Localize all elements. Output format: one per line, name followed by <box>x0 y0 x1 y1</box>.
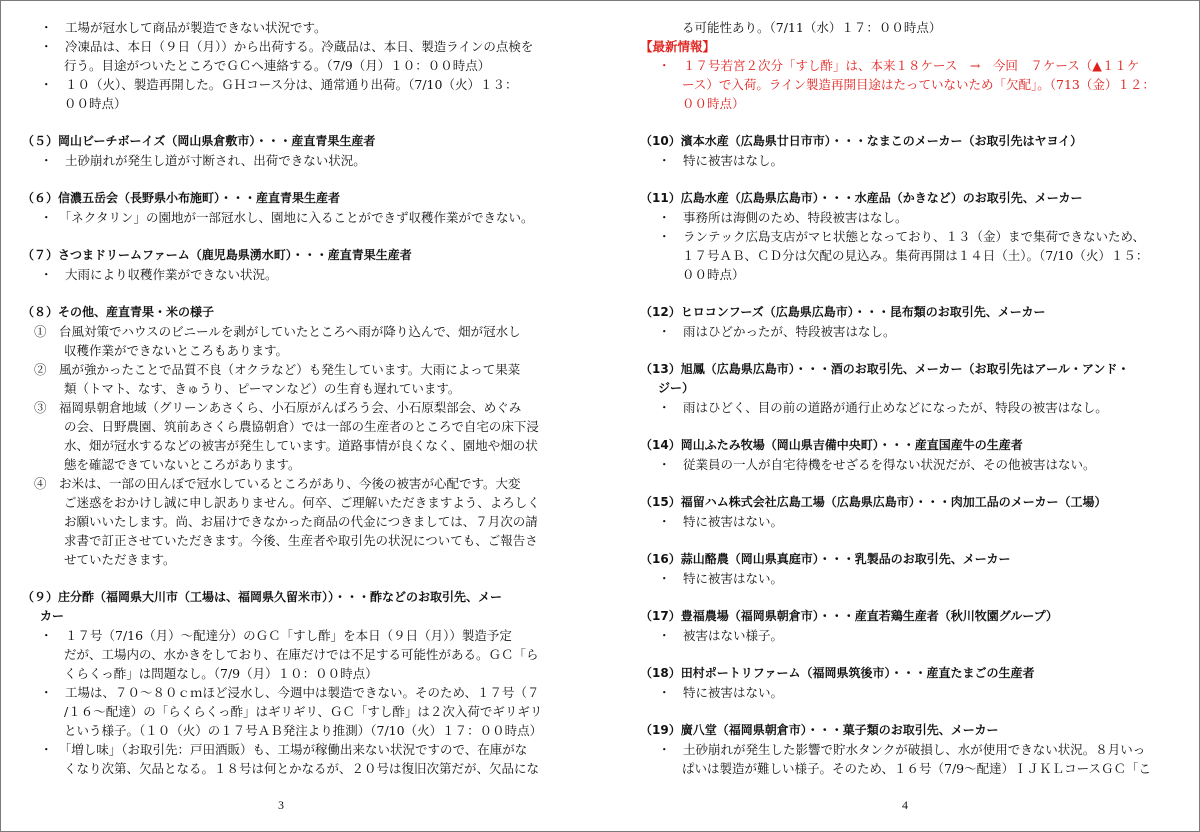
spacer <box>640 702 1180 721</box>
bullet-item: ・ 冷凍品は、本日（９日（月））から出荷する。冷蔵品は、本日、製造ラインの点検を <box>40 39 534 54</box>
continuation-line: ００時点） <box>682 267 745 282</box>
spacer <box>22 227 562 246</box>
numbered-item: ④ お米は、一部の田んぼで冠水しているところがあり、今後の被害が心配です。大変 <box>34 476 521 491</box>
page-number-right: 4 <box>902 798 908 812</box>
continuation-line: 態を確認できていないところがあります。 <box>64 457 301 472</box>
section-heading: （５）岡山ビーチボーイズ（岡山県倉敷市）・・・産直青果生産者 <box>22 134 376 148</box>
continuation-line: ご迷惑をおかけし誠に申し訳ありません。何卒、ご理解いただきますよう、よろしく <box>64 495 540 510</box>
spacer <box>22 113 562 132</box>
bullet-item: ・ 特に被害はない。 <box>658 571 784 586</box>
continuation-line: ００時点） <box>64 96 127 111</box>
continuation-line: くらくっ酢」は問題なし。（7/9（月）１０：００時点） <box>64 666 378 681</box>
section-heading: （17）豊福農場（福岡県朝倉市）・・・産直若鶏生産者（秋川牧園グループ） <box>640 609 1058 623</box>
continuation-line: の会、日野農園、筑前あさくら農協朝倉）では一部の生産者のところで自宅の床下浸 <box>64 419 539 434</box>
continuation-line: ００時点） <box>682 96 745 111</box>
bullet-item: ・ 工場が冠水して商品が製造できない状況です。 <box>40 20 327 35</box>
page-left <box>22 0 562 832</box>
section-heading: （11）広島水産（広島県広島市）・・・水産品（かきなど）のお取引先、メーカー <box>640 191 1083 205</box>
spacer <box>22 569 562 588</box>
bullet-item: ・ 「増し味」（お取引先：戸田酒販）も、工場が稼働出来ない状況ですので、在庫がな <box>40 742 528 757</box>
bullet-item: ・ 特に被害はない。 <box>658 514 784 529</box>
spacer <box>640 284 1180 303</box>
spacer <box>640 113 1180 132</box>
bullet-item: ・ 「ネクタリン」の園地が一部冠水し、園地に入ることができず収穫作業ができない。 <box>40 210 534 225</box>
section-heading: （14）岡山ふたみ牧場（岡山県吉備中央町）・・・産直国産牛の生産者 <box>640 438 1023 452</box>
continuation-line: 水、畑が冠水するなどの被害が発生しています。道路事情が良くなく、園地や畑の状 <box>64 438 538 453</box>
bullet-item: ・ 雨はひどく、目の前の道路が通行止めなどになったが、特段の被害はなし。 <box>658 400 1108 415</box>
bullet-item: ・ １０（火）、製造再開した。ＧＨコース分は、通常通り出荷。（7/10（火）１３： <box>40 77 518 92</box>
page-right-content <box>640 18 1180 778</box>
numbered-item: ② 風が強かったことで品質不良（オクラなど）も発生しています。大雨によって果菜 <box>34 362 521 377</box>
continuation-line: ぱいは製造が難しい様子。そのため、１６号（7/9～配達）ＩＪＫＬコースＧＣ「こ <box>682 761 1151 776</box>
page-right <box>640 0 1180 832</box>
section-heading: （16）蒜山酪農（岡山県真庭市）・・・乳製品のお取引先、メーカー <box>640 552 1011 566</box>
bullet-item: ・ 工場は、７０～８０ｃｍほど浸水し、今週中は製造できない。そのため、１７号（７ <box>40 685 540 700</box>
section-heading: （15）福留ハム株式会社広島工場（広島県広島市）・・・肉加工品のメーカー（工場） <box>640 495 1107 509</box>
bullet-item: ・ 事務所は海側のため、特段被害はなし。 <box>658 210 908 225</box>
bullet-item: ・ ランテック広島支店がマヒ状態となっており、１３（金）まで集荷できないため、 <box>658 229 1146 244</box>
continuation-line: 求書で訂正させていただきます。今後、生産者や取引先の状況についても、ご報告さ <box>64 533 538 548</box>
section-heading: （13）旭鳳（広島県広島市）・・・酒のお取引先、メーカー（お取引先はアール・アンド・ <box>640 362 1130 376</box>
latest-info-heading: 【最新情報】 <box>640 39 716 54</box>
spacer <box>640 645 1180 664</box>
spacer <box>22 284 562 303</box>
continuation-line: くなり次第、欠品となる。１８号は何とかなるが、２０号は復旧次第だが、欠品にな <box>64 761 540 776</box>
section-heading: （６）信濃五岳会（長野県小布施町）・・・産直青果生産者 <box>22 191 341 205</box>
spacer <box>640 474 1180 493</box>
section-heading: カー <box>40 609 65 623</box>
spacer <box>640 341 1180 360</box>
page-left-content <box>22 18 562 778</box>
continuation-line: /１６～配達）の「らくらくっ酢」はギリギリ、ＧＣ「すし酢」は２次入荷でギリギリ <box>64 704 543 719</box>
bullet-item: ・ １７号（7/16（月）～配達分）のＧＣ「すし酢」を本日（９日（月））製造予定 <box>40 628 512 643</box>
page-number-left: 3 <box>278 798 284 812</box>
bullet-item: ・ １７号若宮２次分「すし酢」は、本来１８ケース → 今回 ７ケース（▲１１ケ <box>658 58 1140 73</box>
section-heading: （18）田村ポートリファーム（福岡県筑後市）・・・産直たまごの生産者 <box>640 666 1035 680</box>
bullet-item: ・ 特に被害はなし。 <box>658 153 784 168</box>
bullet-item: ・ 従業員の一人が自宅待機をせざるを得ない状況だが、その他被害はない。 <box>658 457 1096 472</box>
bullet-item: ・ 大雨により収穫作業ができない状況。 <box>40 267 278 282</box>
bullet-item: ・ 被害はない様子。 <box>658 628 784 643</box>
continuation-line: お願いいたします。尚、お届けできなかった商品の代金につきましては、７月次の請 <box>64 514 538 529</box>
section-heading: （８）その他、産直青果・米の様子 <box>22 305 215 319</box>
continuation-line: ース）で入荷。ライン製造再開目途はたっていないため「欠配」。（713（金）１２： <box>682 77 1155 92</box>
section-heading: （10）濱本水産（広島県廿日市市）・・・なまこのメーカー（お取引先はヤヨイ） <box>640 134 1083 148</box>
continuation-line: という様子。（１０（火）の１７号ＡＢ発注より推測）（7/10（火）１７：００時点） <box>64 723 543 738</box>
spacer <box>640 170 1180 189</box>
section-heading: （12）ヒロコンフーズ（広島県広島市）・・・昆布類のお取引先、メーカー <box>640 305 1046 319</box>
continuation-line: る可能性あり。（7/11（水）１７：００時点） <box>682 20 942 35</box>
continuation-line: 行う。目途がついたところでＧＣへ連絡する。（7/9（月）１０：００時点） <box>64 58 491 73</box>
continuation-line: 類（トマト、なす、きゅうり、ピーマンなど）の生育も遅れています。 <box>64 381 461 396</box>
continuation-line: １７号ＡＢ、ＣＤ分は欠配の見込み。集荷再開は１４日（土）。（7/10（火）１５： <box>682 248 1149 263</box>
bullet-item: ・ 土砂崩れが発生し道が寸断され、出荷できない状況。 <box>40 153 366 168</box>
section-heading: （19）廣八堂（福岡県朝倉市）・・・菓子類のお取引先、メーカー <box>640 723 999 737</box>
numbered-item: ① 台風対策でハウスのビニールを剥がしていたところへ雨が降り込んで、畑が冠水し <box>34 324 521 339</box>
bullet-item: ・ 特に被害はない。 <box>658 685 784 700</box>
spacer <box>640 531 1180 550</box>
spacer <box>640 588 1180 607</box>
section-heading: ジー） <box>658 381 695 395</box>
continuation-line: だが、工場内の、水かきをしており、在庫だけでは不足する可能性がある。ＧＣ「ら <box>64 647 539 662</box>
spacer <box>640 417 1180 436</box>
spacer <box>22 170 562 189</box>
continuation-line: せていただきます。 <box>64 552 176 567</box>
section-heading: （７）さつまドリームファーム（鹿児島県湧水町）・・・産直青果生産者 <box>22 248 412 262</box>
bullet-item: ・ 土砂崩れが発生した影響で貯水タンクが破損し、水が使用できない状況。８月いっ <box>658 742 1146 757</box>
bullet-item: ・ 雨はひどかったが、特段被害はなし。 <box>658 324 896 339</box>
continuation-line: 収穫作業ができないところもあります。 <box>64 343 289 358</box>
numbered-item: ③ 福岡県朝倉地域（グリーンあさくら、小石原がんばろう会、小石原梨部会、めぐみ <box>34 400 522 415</box>
section-heading: （９）庄分酢（福岡県大川市（工場は、福岡県久留米市））・・・酢などのお取引先、メー <box>22 590 503 604</box>
